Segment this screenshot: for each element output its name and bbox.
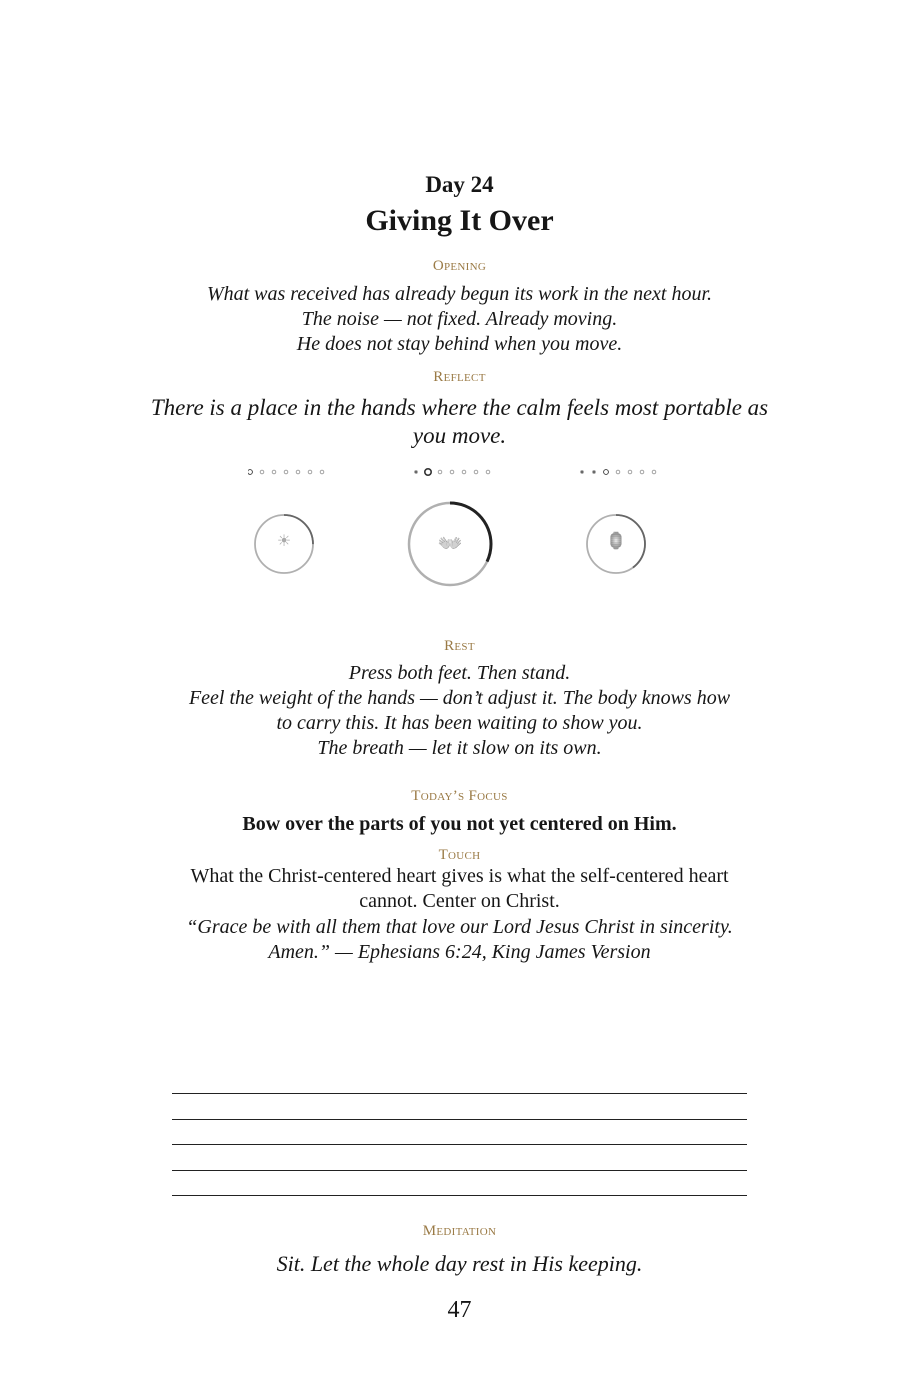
step-dots [414,466,494,478]
step-dot [628,470,632,474]
step-dot [415,471,418,474]
opening-line: He does not stay behind when you move. [296,333,623,355]
step-dot [604,470,609,475]
page-title: Giving It Over [365,204,554,237]
step-dot [652,470,656,474]
step-dot [296,470,300,474]
step-dot [284,470,288,474]
rest-line: The breath — let it slow on its own. [317,737,602,759]
reflect-text: There is a place in the hands where the calm feels most portable as you move. [150,395,769,448]
step-dot [640,470,644,474]
page-number: 47 [447,1297,472,1323]
touch-label: Touch [438,847,481,863]
focus-text: Bow over the parts of you not yet centered on Him. [242,813,677,835]
meditation-label: Meditation [422,1223,497,1239]
step-dot [248,470,252,475]
step-dot [450,470,454,474]
journal-line[interactable] [172,1144,747,1145]
rest-line: Press both feet. Then stand. [348,662,571,684]
journal-line[interactable] [172,1119,747,1120]
step-dot [593,471,596,474]
step-dot [308,470,312,474]
step-dot [260,470,264,474]
step-dot [581,471,584,474]
journal-line[interactable] [172,1170,747,1171]
day-heading: Day 24 [425,172,494,197]
journal-line[interactable] [172,1195,747,1196]
step-dot [462,470,466,474]
step-dot [486,470,490,474]
rest-label: Rest [444,638,475,654]
step-dots [248,466,328,478]
step-dot [438,470,442,474]
step-dot [474,470,478,474]
scripture-quote: “Grace be with all them that love our Lord Jesus Christ in sincerity. Amen.” — Ephesians 6:24, King James Version [186,916,733,963]
step-dots [580,466,660,478]
rest-line: to carry this. It has been waiting to show you. [276,712,643,734]
step-dot [616,470,620,474]
open-hands-icon: 👐 [437,533,463,555]
opening-line: What was received has already begun its work in the next hour. [206,283,713,305]
touch-text: What the Christ-centered heart gives is what the self-centered heart cannot. Center on Christ. [190,865,729,912]
rest-text [0,661,919,761]
step-dot [425,469,431,475]
rest-line: Feel the weight of the hands — don’t adjust it. The body knows how [188,687,731,709]
meditation-text: Sit. Let the whole day rest in His keeping. [276,1251,643,1276]
journal-line[interactable] [172,1093,747,1094]
step-dot [272,470,276,474]
opening-text [0,282,919,357]
opening-line: The noise — not fixed. Already moving. [301,308,618,330]
sunrise-icon: ☀ [276,533,292,550]
reflect-label: Reflect [433,369,486,385]
focus-label: Today’s Focus [411,788,508,804]
lantern-icon: 🏮 [606,533,626,550]
opening-label: Opening [432,258,487,274]
step-dot [320,470,324,474]
journal-lines[interactable] [172,1093,747,1221]
